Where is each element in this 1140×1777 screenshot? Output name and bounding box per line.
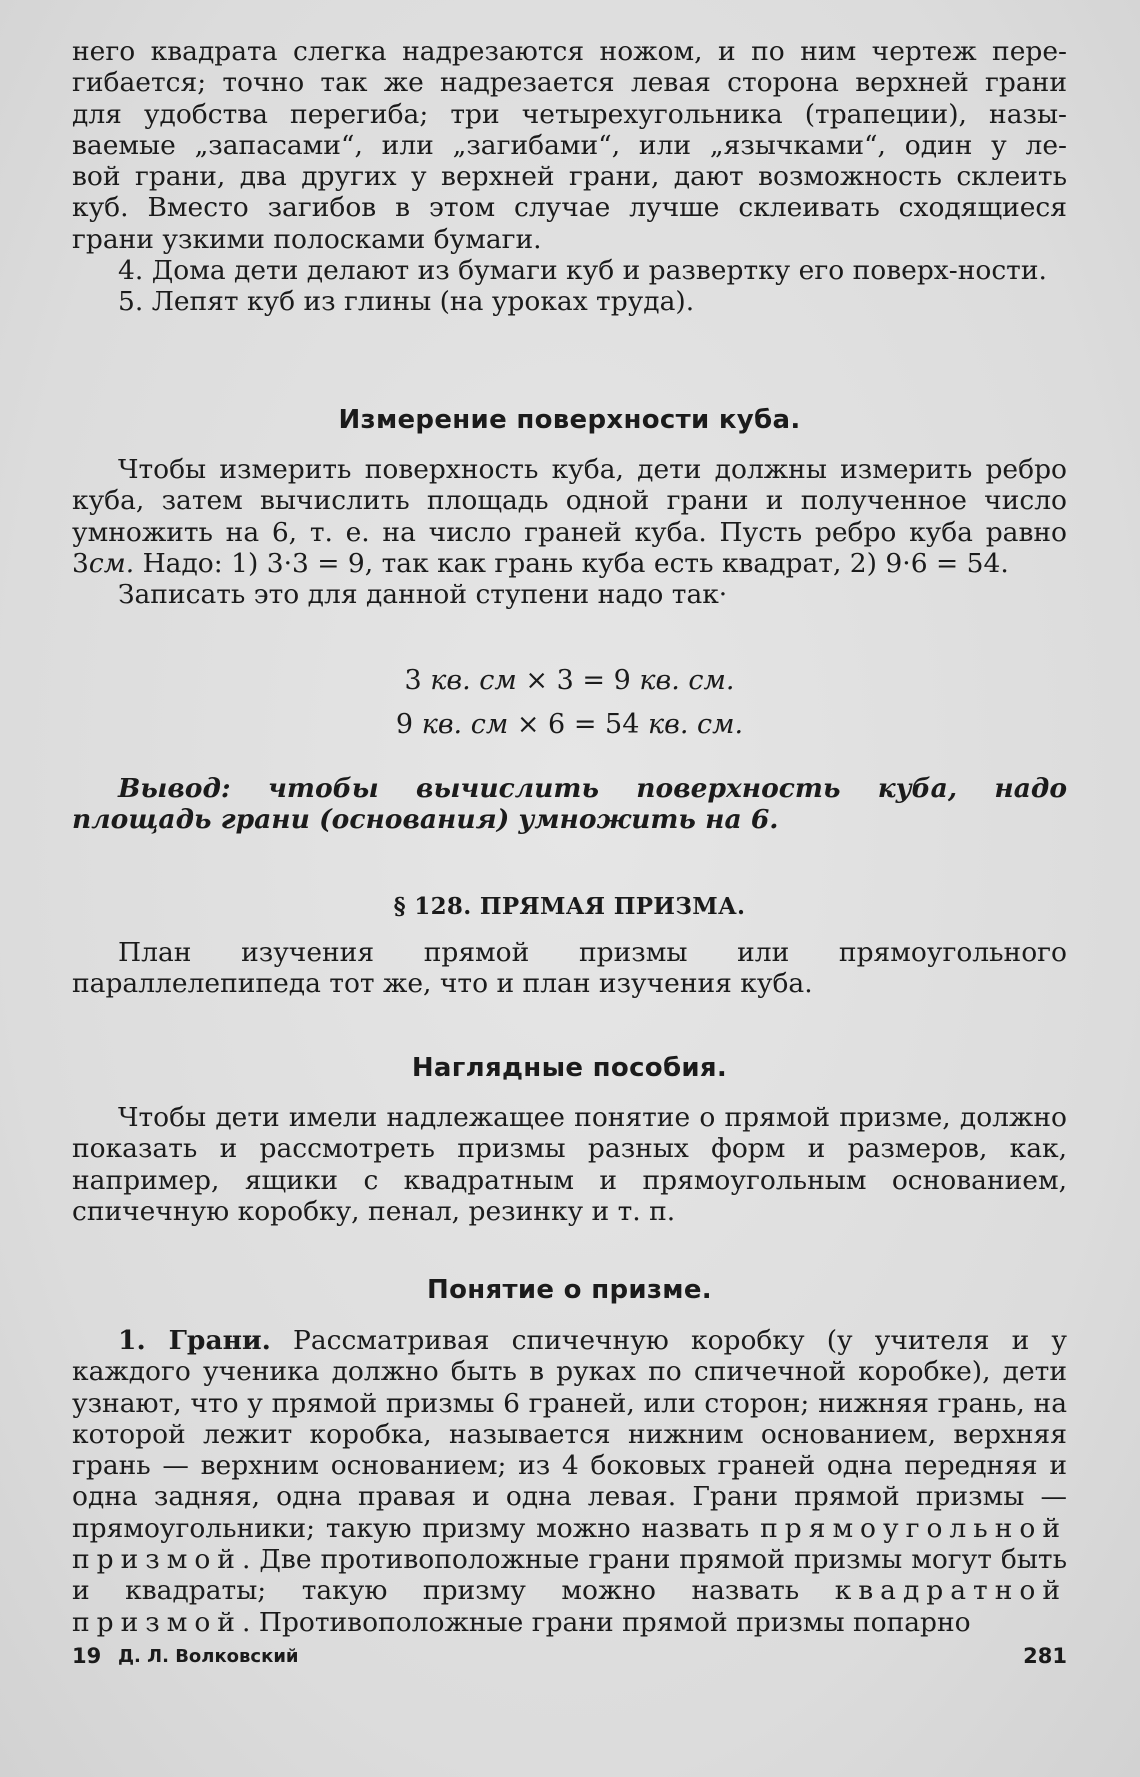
text-line: ваемые „запасами“, или „загибами“, или „язычками“, один у ле- bbox=[72, 129, 1067, 161]
paragraph-aids bbox=[72, 1102, 1067, 1227]
signature-mark: 19 bbox=[72, 1644, 102, 1668]
multiply-sign: × bbox=[516, 709, 540, 740]
text-block-continuation bbox=[72, 36, 1067, 318]
page-footer bbox=[72, 1644, 1067, 1676]
multiply-sign: × bbox=[525, 665, 549, 696]
text-line: него квадрата слегка надрезаются ножом, и по ним чертеж пере- bbox=[72, 36, 1067, 67]
formula-line-2 bbox=[72, 708, 1067, 742]
term-rectangular-prism: прямоугольной призмой bbox=[72, 1512, 1067, 1576]
equals-sign: = bbox=[573, 709, 597, 740]
concept-text bbox=[72, 1325, 1067, 1638]
surface-text: Чтобы измерить поверхность куба, дети должны измерить ребро куба, затем вычислить площадь одной грани и полученное число умножить на 6, т. е. на число граней куба. Пусть ребро куба равно bbox=[72, 454, 1067, 548]
concept-text-part: Рассматривая спичечную коробку (у учителя и у каждого ученика должно быть в руках по спичечной коробке), дети узнают, что у прямой призмы 6 граней, или сторон; нижняя грань, на которой лежит коробка, называется нижним основанием, верхняя грань — верхним основанием; из 4 боковых граней одна передняя и одна задняя, одна правая и одна левая. Грани прямой призмы — прямоугольники; такую призму можно назвать bbox=[72, 1325, 1067, 1544]
term-square-prism: квадратной призмой bbox=[72, 1575, 1067, 1638]
formula-unit: кв. см. bbox=[639, 665, 735, 696]
conclusion-text: Вывод: чтобы вычислить поверхность куба, надо площадь грани (основания) умножить на 6. bbox=[72, 773, 1067, 836]
edge-value: 3 bbox=[72, 547, 89, 579]
aids-text: Чтобы дети имели надлежащее понятие о прямой призме, должно показать и рассмотреть призмы разных форм и размеров, как, например, ящики с квадратным и прямоугольным основанием, спичечную коробку, пенал, резинку и т. п. bbox=[72, 1102, 1067, 1227]
concept-text-part: . Противоположные грани прямой призмы попарно bbox=[241, 1606, 971, 1638]
list-item-4: 4. Дома дети делают из бумаги куб и развертку его поверх-ности. bbox=[118, 255, 1047, 287]
list-item-5: 5. Лепят куб из глины (на уроках труда). bbox=[118, 286, 695, 318]
formula-number: 9 bbox=[395, 709, 414, 740]
formula-result: 54 bbox=[605, 709, 640, 740]
surface-text-tail: Надо: 1) 3·3 = 9, так как грань куба есть квадрат, 2) 9·6 = 54. bbox=[142, 547, 1009, 579]
author-name: Д. Л. Волковский bbox=[118, 1646, 299, 1667]
formula-unit: кв. см bbox=[421, 709, 509, 740]
surface-paragraph bbox=[72, 454, 1067, 579]
conclusion-block bbox=[72, 773, 1067, 836]
edge-unit: см. bbox=[88, 547, 135, 579]
paragraph-concept bbox=[72, 1325, 1067, 1638]
text-line: для удобства перегиба; три четырехугольника (трапеции), назы- bbox=[72, 98, 1067, 130]
formula-number: 6 bbox=[548, 709, 566, 740]
concept-text-part: . Две противоположные грани прямой призмы могут быть и квадраты; такую призму можно назвать bbox=[72, 1544, 1067, 1607]
write-intro: Записать это для данной ступени надо так· bbox=[118, 579, 728, 611]
section-heading-prism: § 128. ПРЯМАЯ ПРИЗМА. bbox=[393, 893, 746, 920]
equals-sign: = bbox=[582, 665, 606, 696]
text-line: гибается; точно так же надрезается левая сторона верхней грани bbox=[72, 67, 1067, 99]
section-heading-aids: Наглядные пособия. bbox=[411, 1053, 728, 1083]
formula-unit: кв. см bbox=[430, 665, 517, 696]
text-line: грани узкими полосками бумаги. bbox=[72, 223, 542, 255]
formula-number: 3 bbox=[404, 665, 422, 696]
text-line: вой грани, два других у верхней грани, дают возможность склеить bbox=[72, 161, 1067, 193]
formula-result: 9 bbox=[613, 665, 631, 696]
page-number: 281 bbox=[1023, 1644, 1067, 1668]
section-heading-surface: Измерение поверхности куба. bbox=[338, 405, 801, 435]
formula-line-1 bbox=[72, 664, 1067, 698]
formula-number: 3 bbox=[556, 665, 574, 696]
paragraph-surface bbox=[72, 454, 1067, 610]
section-heading-concept: Понятие о призме. bbox=[427, 1275, 712, 1305]
text-line: куб. Вместо загибов в этом случае лучше склеивать сходящиеся bbox=[72, 192, 1067, 224]
paragraph-prism bbox=[72, 937, 1067, 1000]
prism-plan-text: План изучения прямой призмы или прямоугольного параллелепипеда тот же, что и план изучения куба. bbox=[72, 937, 1067, 1000]
formula-unit: кв. см. bbox=[647, 709, 744, 740]
item-label: 1. Грани. bbox=[118, 1325, 271, 1356]
